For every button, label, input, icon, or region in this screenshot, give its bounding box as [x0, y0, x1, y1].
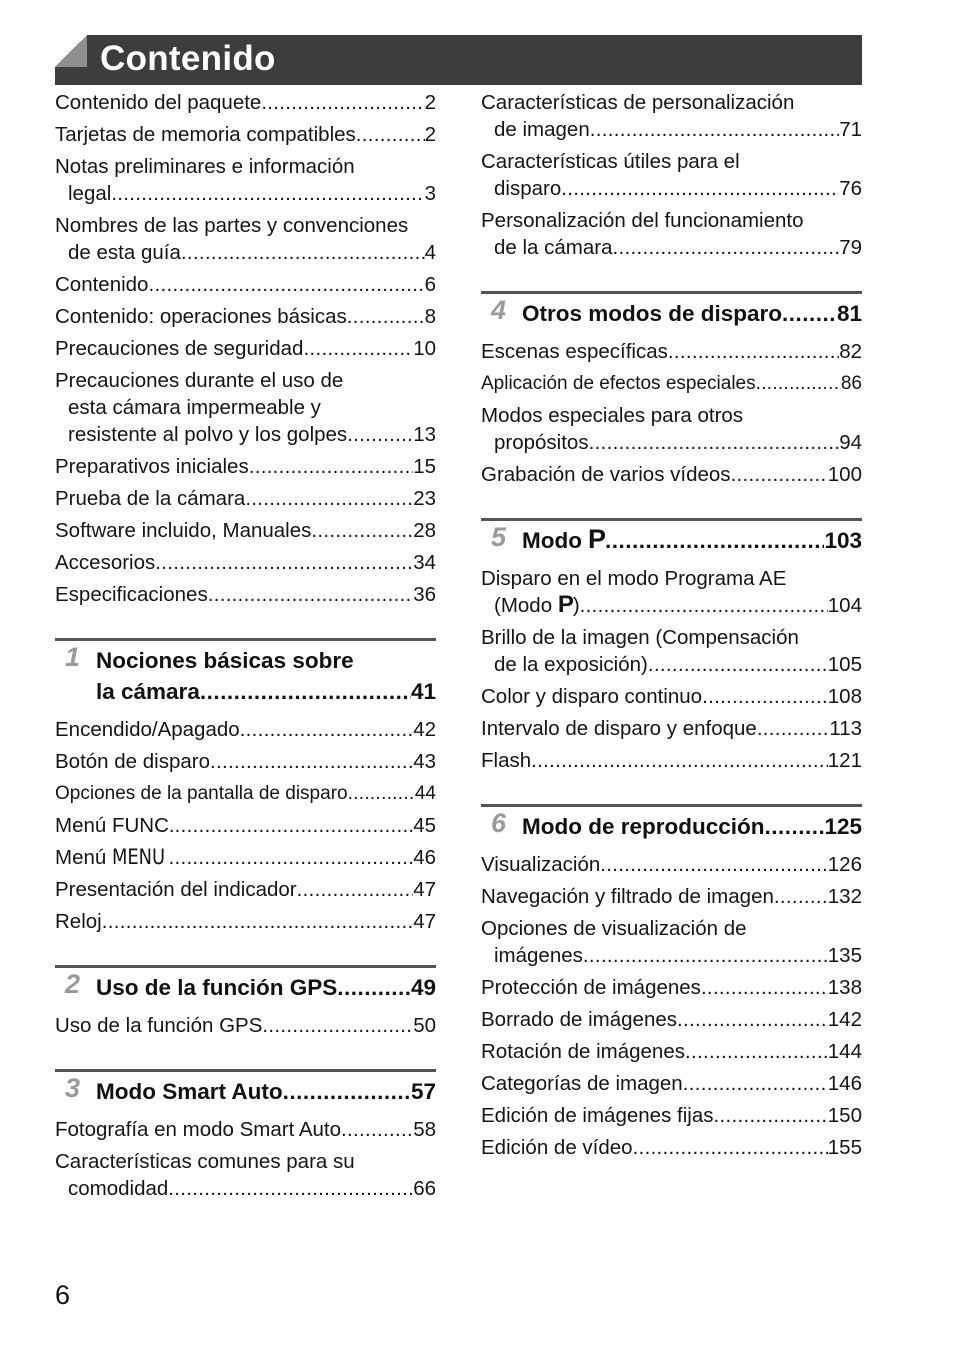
toc-entry[interactable]: Color y disparo continuo ..... 108 [481, 683, 862, 710]
page-ref: 15 [413, 455, 436, 478]
toc-entry[interactable]: Precauciones de seguridad ..... 10 [55, 335, 436, 362]
toc-entry[interactable]: Nombres de las partes y convenciones de esta guía ..... 4 [55, 212, 436, 266]
page-ref: 108 [827, 685, 862, 708]
page-ref: 94 [839, 431, 862, 454]
page-ref: 44 [414, 783, 436, 804]
page-ref: 125 [824, 814, 862, 839]
toc-entry[interactable]: Características de personalización de imagen ..... 71 [481, 89, 862, 143]
page-ref: 4 [424, 241, 436, 264]
menu-button-icon: MENU [111, 845, 166, 869]
page-ref: 47 [413, 910, 436, 933]
chapter-section [481, 518, 862, 774]
page-ref: 132 [827, 885, 862, 908]
page-ref: 79 [839, 236, 862, 259]
toc-entry[interactable]: Tarjetas de memoria compatibles ..... 2 [55, 121, 436, 148]
toc-entry[interactable]: Prueba de la cámara ..... 23 [55, 485, 436, 512]
page-header [55, 35, 862, 85]
page-ref: 144 [827, 1040, 862, 1063]
page-ref: 8 [424, 305, 436, 328]
page-ref: 34 [413, 551, 436, 574]
page-ref: 10 [413, 337, 436, 360]
toc-entry[interactable]: Rotación de imágenes ..... 144 [481, 1038, 862, 1065]
toc-entry[interactable]: Fotografía en modo Smart Auto ..... 58 [55, 1116, 436, 1143]
toc-entry[interactable]: Especificaciones ..... 36 [55, 581, 436, 608]
page-ref: 150 [827, 1104, 862, 1127]
chapter-section [481, 804, 862, 1161]
page-ref: 36 [413, 583, 436, 606]
page-ref: 100 [827, 463, 862, 486]
chapter-number: 6 [491, 808, 507, 838]
page-ref: 2 [424, 123, 436, 146]
page-ref: 146 [827, 1072, 862, 1095]
toc-entry[interactable]: Borrado de imágenes ..... 142 [481, 1006, 862, 1033]
page-ref: 13 [413, 423, 436, 446]
page-ref: 104 [827, 594, 862, 617]
chapter-number: 4 [491, 295, 507, 325]
page-title: Contenido [100, 39, 276, 78]
toc-entry[interactable]: Contenido ..... 6 [55, 271, 436, 298]
page-ref: 135 [827, 944, 862, 967]
toc-entry[interactable]: Contenido: operaciones básicas ..... 8 [55, 303, 436, 330]
page-ref: 50 [413, 1014, 436, 1037]
program-mode-icon: P [557, 591, 573, 618]
page-ref: 86 [840, 373, 862, 394]
toc-entry[interactable]: Software incluido, Manuales ..... 28 [55, 517, 436, 544]
chapter-heading[interactable]: 4 Otros modos de disparo ..... 81 [481, 291, 862, 329]
page-ref: 3 [424, 182, 436, 205]
toc-entry[interactable]: Reloj ..... 47 [55, 908, 436, 935]
chapter-number: 5 [491, 522, 507, 552]
chapter-number: 2 [65, 969, 81, 999]
page-ref: 142 [827, 1008, 862, 1031]
page-ref: 66 [413, 1177, 436, 1200]
toc-entry[interactable]: Contenido del paquete ..... 2 [55, 89, 436, 116]
toc-entry[interactable]: Disparo en el modo Programa AE (Modo P ) ..... 104 [481, 565, 862, 619]
chapter-section [55, 1069, 436, 1202]
toc-entry[interactable]: Edición de imágenes fijas ..... 150 [481, 1102, 862, 1129]
page-ref: 155 [827, 1136, 862, 1159]
page-ref: 23 [413, 487, 436, 510]
page-ref: 103 [824, 528, 862, 553]
toc-entry[interactable]: Edición de vídeo ..... 155 [481, 1134, 862, 1161]
page-ref: 138 [827, 976, 862, 999]
chapter-section [481, 291, 862, 488]
chapter-section [55, 638, 436, 935]
page-ref: 57 [410, 1079, 436, 1104]
toc-entry[interactable]: Protección de imágenes ..... 138 [481, 974, 862, 1001]
page-ref: 76 [839, 177, 862, 200]
toc-entry[interactable]: Navegación y filtrado de imagen ..... 132 [481, 883, 862, 910]
toc-entry[interactable]: Personalización del funcionamiento de la cámara ..... 79 [481, 207, 862, 261]
chapter-heading[interactable]: 5 Modo P ..... 103 [481, 518, 862, 556]
program-mode-icon: P [587, 524, 605, 554]
chapter-heading[interactable]: 6 Modo de reproducción ..... 125 [481, 804, 862, 842]
toc-entry[interactable]: Aplicación de efectos especiales ..... 86 [481, 370, 862, 397]
toc-entry[interactable]: Visualización ..... 126 [481, 851, 862, 878]
page-ref: 43 [413, 750, 436, 773]
chapter-heading[interactable]: 2 Uso de la función GPS ..... 49 [55, 965, 436, 1003]
toc-entry[interactable]: Opciones de la pantalla de disparo ..... 44 [55, 780, 436, 807]
page-ref: 42 [413, 718, 436, 741]
toc-column-left [55, 86, 436, 1202]
toc-entry[interactable]: Precauciones durante el uso de esta cámara impermeable y resistente al polvo y los golpes ..... 13 [55, 367, 436, 448]
chapter-heading[interactable]: 3 Modo Smart Auto ..... 57 [55, 1069, 436, 1107]
page-ref: 71 [839, 118, 862, 141]
page-ref: 105 [827, 653, 862, 676]
page-ref: 2 [424, 91, 436, 114]
toc-entry[interactable]: Opciones de visualización de imágenes ..... 135 [481, 915, 862, 969]
chapter-number: 1 [65, 642, 81, 672]
toc-column-right [481, 86, 862, 1161]
toc-entry[interactable]: Modos especiales para otros propósitos ..... 94 [481, 402, 862, 456]
page-ref: 28 [413, 519, 436, 542]
page-ref: 41 [410, 679, 436, 704]
toc-entry[interactable]: Brillo de la imagen (Compensación de la exposición) ..... 105 [481, 624, 862, 678]
toc-entry[interactable]: Intervalo de disparo y enfoque ..... 113 [481, 715, 862, 742]
toc-entry[interactable]: Botón de disparo ..... 43 [55, 748, 436, 775]
chapter-heading[interactable]: 1 Nociones básicas sobre la cámara ..... 41 [55, 638, 436, 707]
page-ref: 58 [413, 1118, 436, 1141]
toc-entry[interactable]: Notas preliminares e información legal ..... 3 [55, 153, 436, 207]
toc-entry[interactable]: Presentación del indicador ..... 47 [55, 876, 436, 903]
toc-entry[interactable]: Menú MENU ..... 46 [55, 844, 436, 871]
header-corner-decoration [55, 35, 87, 67]
toc-entry[interactable]: Flash ..... 121 [481, 747, 862, 774]
page-ref: 49 [410, 975, 436, 1000]
page-ref: 45 [413, 814, 436, 837]
page-ref: 121 [827, 749, 862, 772]
toc-entry[interactable]: Escenas específicas ..... 82 [481, 338, 862, 365]
toc-entry[interactable]: Características comunes para su comodidad ..... 66 [55, 1148, 436, 1202]
toc-entry[interactable]: Características útiles para el disparo ..... 76 [481, 148, 862, 202]
page-ref: 47 [413, 878, 436, 901]
toc-entry[interactable]: Preparativos iniciales ..... 15 [55, 453, 436, 480]
toc-entry[interactable]: Accesorios ..... 34 [55, 549, 436, 576]
toc-entry[interactable]: Menú FUNC. ..... 45 [55, 812, 436, 839]
page-number: 6 [55, 1280, 71, 1310]
page-ref: 113 [829, 717, 862, 740]
chapter-section [55, 965, 436, 1039]
toc-entry[interactable]: Categorías de imagen ..... 146 [481, 1070, 862, 1097]
page-ref: 82 [839, 340, 862, 363]
page-ref: 81 [836, 301, 862, 326]
page-ref: 126 [827, 853, 862, 876]
chapter-number: 3 [65, 1073, 81, 1103]
page-ref: 6 [424, 273, 436, 296]
page-ref: 46 [413, 846, 436, 869]
toc-entry[interactable]: Encendido/Apagado ..... 42 [55, 716, 436, 743]
toc-entry[interactable]: Uso de la función GPS ..... 50 [55, 1012, 436, 1039]
toc-entry[interactable]: Grabación de varios vídeos ..... 100 [481, 461, 862, 488]
